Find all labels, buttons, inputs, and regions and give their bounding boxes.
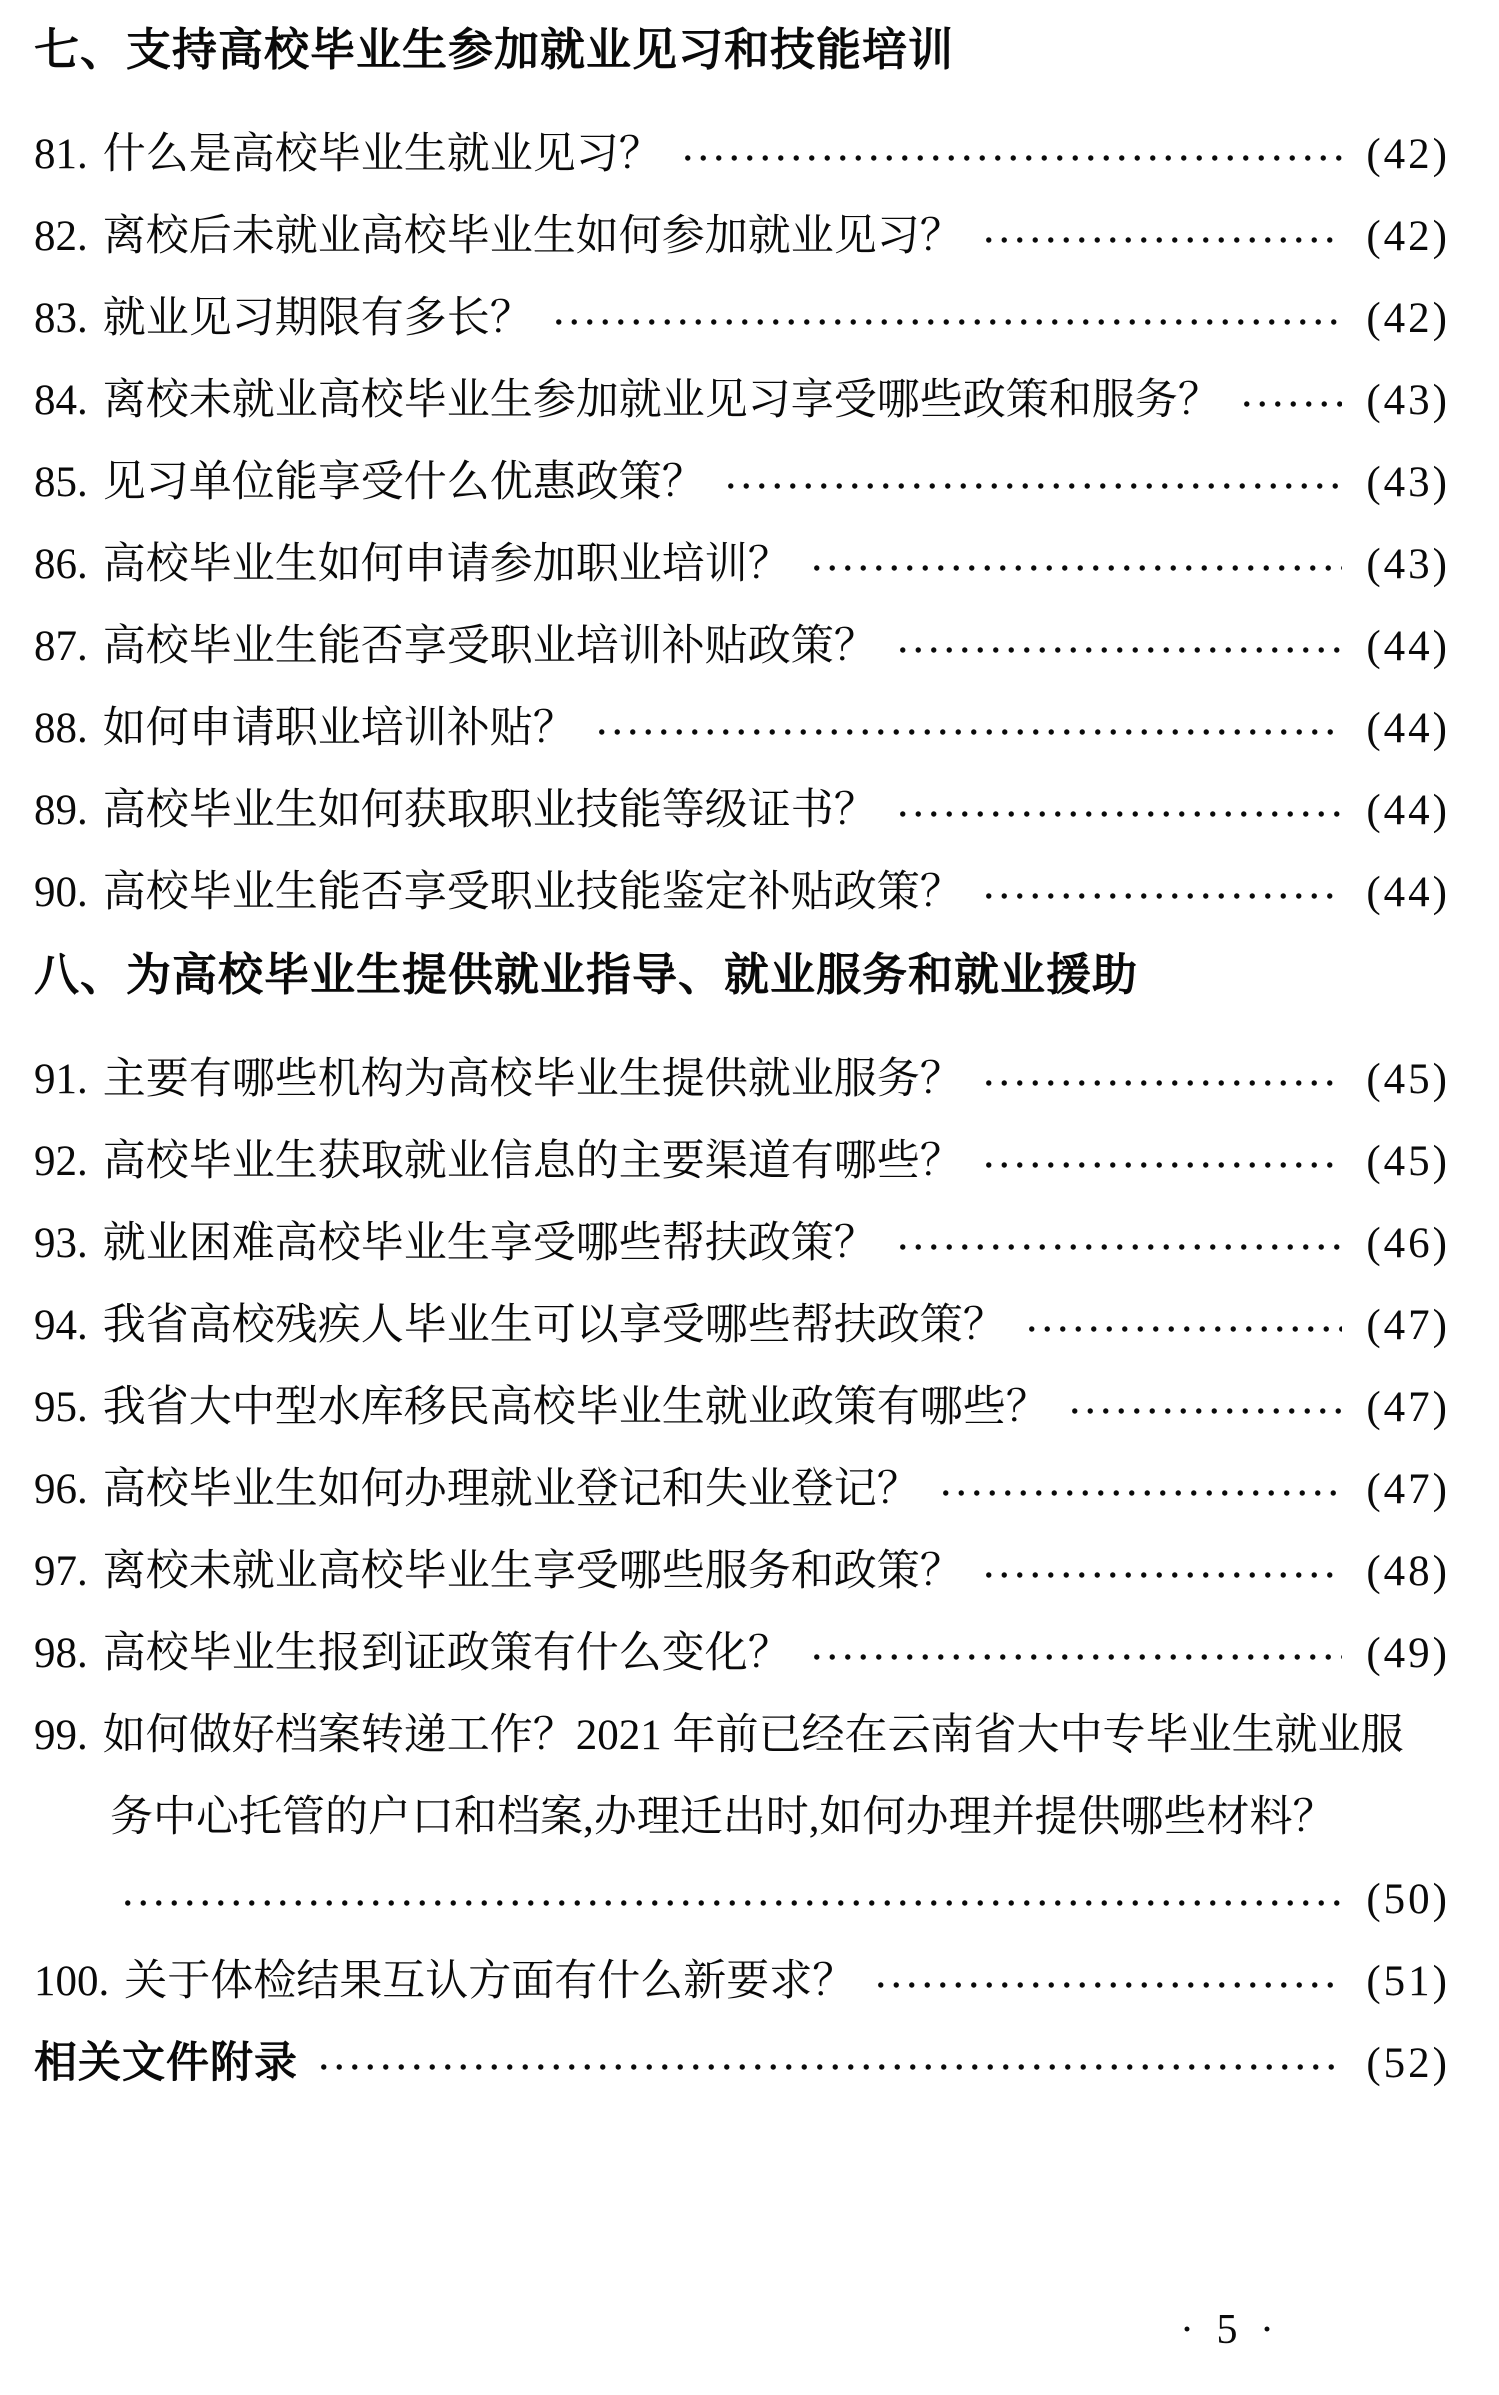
entry-number: 86. (34, 541, 88, 588)
entry-page-number: (52) (1366, 2040, 1450, 2087)
entry-number: 93. (34, 1220, 88, 1267)
entry-title: 高校毕业生如何获取职业技能等级证书？ (102, 787, 877, 834)
entry-title: 如何申请职业培训补贴？ (102, 705, 576, 752)
dot-leader (680, 148, 1342, 168)
entry-number: 85. (34, 459, 88, 506)
dot-leader (873, 1975, 1342, 1995)
entry-title: 离校未就业高校毕业生参加就业见习享受哪些政策和服务？ (102, 377, 1221, 424)
entry-title: 我省大中型水库移民高校毕业生就业政策有哪些？ (102, 1384, 1049, 1431)
entry-title: 高校毕业生能否享受职业培训补贴政策？ (102, 623, 877, 670)
entry-page-number: (49) (1366, 1630, 1450, 1677)
toc-entry-line-3 (34, 1876, 1450, 1924)
entry-page-number: (42) (1366, 131, 1450, 178)
dot-leader (895, 1237, 1342, 1257)
toc-entry (34, 1466, 1450, 1514)
entry-number: 95. (34, 1384, 88, 1431)
entry-number: 87. (34, 623, 88, 670)
entry-number: 81. (34, 131, 88, 178)
section-heading-text: 八、为高校毕业生提供就业指导、就业服务和就业援助 (34, 950, 1139, 1000)
entry-title-continued: 务中心托管的户口和档案,办理迁出时,如何办理并提供哪些材料？ (110, 1794, 1336, 1841)
dot-leader (981, 1565, 1342, 1585)
section-heading (34, 951, 1450, 999)
toc-entry (34, 705, 1450, 753)
toc-entry (34, 541, 1450, 589)
dot-leader (895, 804, 1342, 824)
toc-entry (34, 1384, 1450, 1432)
entry-page-number: (47) (1366, 1384, 1450, 1431)
entry-page-number: (48) (1366, 1548, 1450, 1595)
dot-leader (1067, 1401, 1342, 1421)
toc-entry (34, 1958, 1450, 2006)
toc-entry (34, 1630, 1450, 1678)
entry-title: 高校毕业生能否享受职业技能鉴定补贴政策？ (102, 869, 963, 916)
entry-page-number: (43) (1366, 459, 1450, 506)
entry-number: 90. (34, 869, 88, 916)
entry-page-number: (45) (1366, 1138, 1450, 1185)
entry-title: 我省高校残疾人毕业生可以享受哪些帮扶政策？ (102, 1302, 1006, 1349)
toc-entry (34, 295, 1450, 343)
dot-leader (316, 2057, 1342, 2077)
dot-leader (120, 1893, 1342, 1913)
dot-leader (895, 640, 1342, 660)
entry-title: 什么是高校毕业生就业见习？ (102, 131, 662, 178)
dot-leader (809, 558, 1342, 578)
dot-leader (981, 230, 1342, 250)
dot-leader (981, 886, 1342, 906)
dot-leader (981, 1073, 1342, 1093)
entry-number: 92. (34, 1138, 88, 1185)
toc-entry (34, 377, 1450, 425)
entry-title: 高校毕业生如何办理就业登记和失业登记？ (102, 1466, 920, 1513)
entry-title: 就业困难高校毕业生享受哪些帮扶政策？ (102, 1220, 877, 1267)
entry-number: 100. (34, 1958, 110, 2005)
entry-number: 84. (34, 377, 88, 424)
entry-title: 就业见习期限有多长？ (102, 295, 533, 342)
entry-page-number: (47) (1366, 1302, 1450, 1349)
toc-entry (34, 213, 1450, 261)
toc-entry (34, 459, 1450, 507)
page-footer-number: · 5 · (1180, 2307, 1280, 2353)
entry-page-number: (50) (1366, 1876, 1450, 1923)
entry-title: 离校后未就业高校毕业生如何参加就业见习？ (102, 213, 963, 260)
toc-entry (34, 1220, 1450, 1268)
entry-number: 94. (34, 1302, 88, 1349)
entry-page-number: (44) (1366, 869, 1450, 916)
toc-entry-line-2 (34, 1794, 1450, 1842)
entry-page-number: (43) (1366, 377, 1450, 424)
entry-title: 高校毕业生报到证政策有什么变化？ (102, 1630, 791, 1677)
entry-page-number: (51) (1366, 1958, 1450, 2005)
dot-leader (809, 1647, 1342, 1667)
entry-title: 高校毕业生获取就业信息的主要渠道有哪些？ (102, 1138, 963, 1185)
entry-number: 99. (34, 1712, 88, 1759)
entry-number: 88. (34, 705, 88, 752)
entry-page-number: (42) (1366, 213, 1450, 260)
entry-title: 见习单位能享受什么优惠政策？ (102, 459, 705, 506)
entry-title: 高校毕业生如何申请参加职业培训？ (102, 541, 791, 588)
entry-page-number: (47) (1366, 1466, 1450, 1513)
entry-page-number: (42) (1366, 295, 1450, 342)
section-heading-text: 七、支持高校毕业生参加就业见习和技能培训 (34, 25, 955, 75)
entry-title: 如何做好档案转递工作？2021 年前已经在云南省大中专毕业生就业服 (102, 1712, 1404, 1759)
entry-title: 主要有哪些机构为高校毕业生提供就业服务？ (102, 1056, 963, 1103)
dot-leader (1024, 1319, 1342, 1339)
toc-entry (34, 1302, 1450, 1350)
entry-number: 97. (34, 1548, 88, 1595)
toc-entry (34, 131, 1450, 179)
dot-leader (1239, 394, 1342, 414)
appendix-entry (34, 2040, 1450, 2088)
toc-entry (34, 1056, 1450, 1104)
entry-title: 关于体检结果互认方面有什么新要求？ (124, 1958, 856, 2005)
entry-page-number: (46) (1366, 1220, 1450, 1267)
dot-leader (938, 1483, 1342, 1503)
toc-entry (34, 623, 1450, 671)
toc-entry (34, 1138, 1450, 1186)
toc-entry (34, 1548, 1450, 1596)
section-heading (34, 26, 1450, 74)
entry-number: 83. (34, 295, 88, 342)
entry-number: 98. (34, 1630, 88, 1677)
dot-leader (981, 1155, 1342, 1175)
entry-number: 82. (34, 213, 88, 260)
entry-number: 91. (34, 1056, 88, 1103)
toc-entry (34, 869, 1450, 917)
entry-page-number: (45) (1366, 1056, 1450, 1103)
toc-entry-line-1 (34, 1712, 1450, 1760)
entry-page-number: (43) (1366, 541, 1450, 588)
dot-leader (551, 312, 1342, 332)
dot-leader (594, 722, 1342, 742)
dot-leader (723, 476, 1342, 496)
entry-number: 96. (34, 1466, 88, 1513)
toc-entry (34, 787, 1450, 835)
entry-title: 离校未就业高校毕业生享受哪些服务和政策？ (102, 1548, 963, 1595)
entry-page-number: (44) (1366, 705, 1450, 752)
entry-page-number: (44) (1366, 787, 1450, 834)
appendix-label: 相关文件附录 (34, 2040, 298, 2087)
entry-page-number: (44) (1366, 623, 1450, 670)
entry-number: 89. (34, 787, 88, 834)
